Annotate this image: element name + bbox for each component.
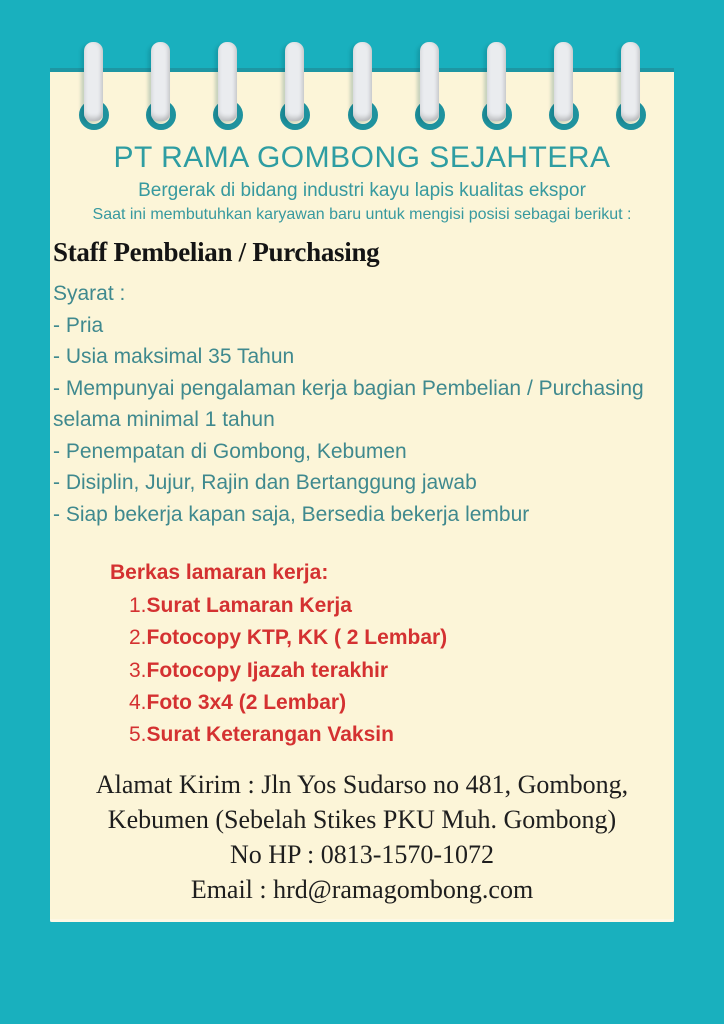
requirement-item: - Penempatan di Gombong, Kebumen <box>53 439 407 463</box>
requirement-item: - Mempunyai pengalaman kerja bagian Pembelian / Purchasing <box>53 376 644 400</box>
requirements-label: Syarat : <box>53 282 126 305</box>
ring-tab <box>151 42 170 121</box>
ring-tab <box>84 42 103 121</box>
document-item <box>129 719 674 751</box>
item-number: 4. <box>129 690 147 714</box>
item-text: Foto 3x4 (2 Lembar) <box>146 690 347 714</box>
poster-header <box>50 140 674 226</box>
item-text: Fotocopy KTP, KK ( 2 Lembar) <box>146 626 448 650</box>
document-item <box>129 622 674 654</box>
item-text: Fotocopy Ijazah terakhir <box>146 658 389 682</box>
contact-email: Email : hrd@ramagombong.com <box>190 875 534 905</box>
item-number: 5. <box>129 723 147 747</box>
ring-tab <box>420 42 439 121</box>
item-number: 1. <box>129 594 147 617</box>
document-item <box>129 655 674 687</box>
documents-heading: Berkas lamaran kerja: <box>110 561 329 584</box>
binder-ring <box>142 42 180 142</box>
ring-tab <box>554 42 573 121</box>
item-text: Surat Lamaran Kerja <box>146 594 352 617</box>
ring-tab <box>353 42 372 121</box>
contact-address-line2: Kebumen (Sebelah Stikes PKU Muh. Gombong) <box>107 805 617 835</box>
binder-ring <box>612 42 650 142</box>
requirements-list <box>53 278 674 530</box>
requirement-item: - Pria <box>53 313 104 337</box>
company-name: PT RAMA GOMBONG SEJAHTERA <box>113 141 611 174</box>
binder-ring <box>545 42 583 142</box>
document-item <box>129 590 674 622</box>
documents-section <box>110 558 674 751</box>
contact-section <box>50 767 674 907</box>
ring-tab <box>285 42 304 121</box>
binder-ring <box>344 42 382 142</box>
requirement-item: - Usia maksimal 35 Tahun <box>53 345 295 368</box>
binder-ring <box>75 42 113 142</box>
requirement-item-wrap: selama minimal 1 tahun <box>53 408 275 431</box>
position-title: Staff Pembelian / Purchasing <box>53 237 380 267</box>
item-number: 3. <box>129 658 147 682</box>
ring-tab <box>218 42 237 121</box>
item-text: Surat Keterangan Vaksin <box>146 723 394 747</box>
ring-tab <box>487 42 506 121</box>
requirement-item: - Siap bekerja kapan saja, Bersedia bekerja lembur <box>53 502 530 526</box>
document-item <box>129 687 674 719</box>
binder-ring <box>209 42 247 142</box>
item-number: 2. <box>129 626 147 650</box>
notepad-paper <box>50 68 674 922</box>
binder-ring <box>276 42 314 142</box>
contact-phone: No HP : 0813-1570-1072 <box>229 840 495 870</box>
binder-ring <box>411 42 449 142</box>
company-tagline: Bergerak di bidang industri kayu lapis kualitas ekspor <box>138 180 586 201</box>
vacancy-intro: Saat ini membutuhkan karyawan baru untuk mengisi posisi sebagai berikut : <box>92 206 632 223</box>
requirement-item: - Disiplin, Jujur, Rajin dan Bertanggung jawab <box>53 471 477 494</box>
documents-list <box>129 590 674 751</box>
binder-ring <box>478 42 516 142</box>
contact-address-line1: Alamat Kirim : Jln Yos Sudarso no 481, Gombong, <box>95 770 629 800</box>
ring-tab <box>621 42 640 121</box>
